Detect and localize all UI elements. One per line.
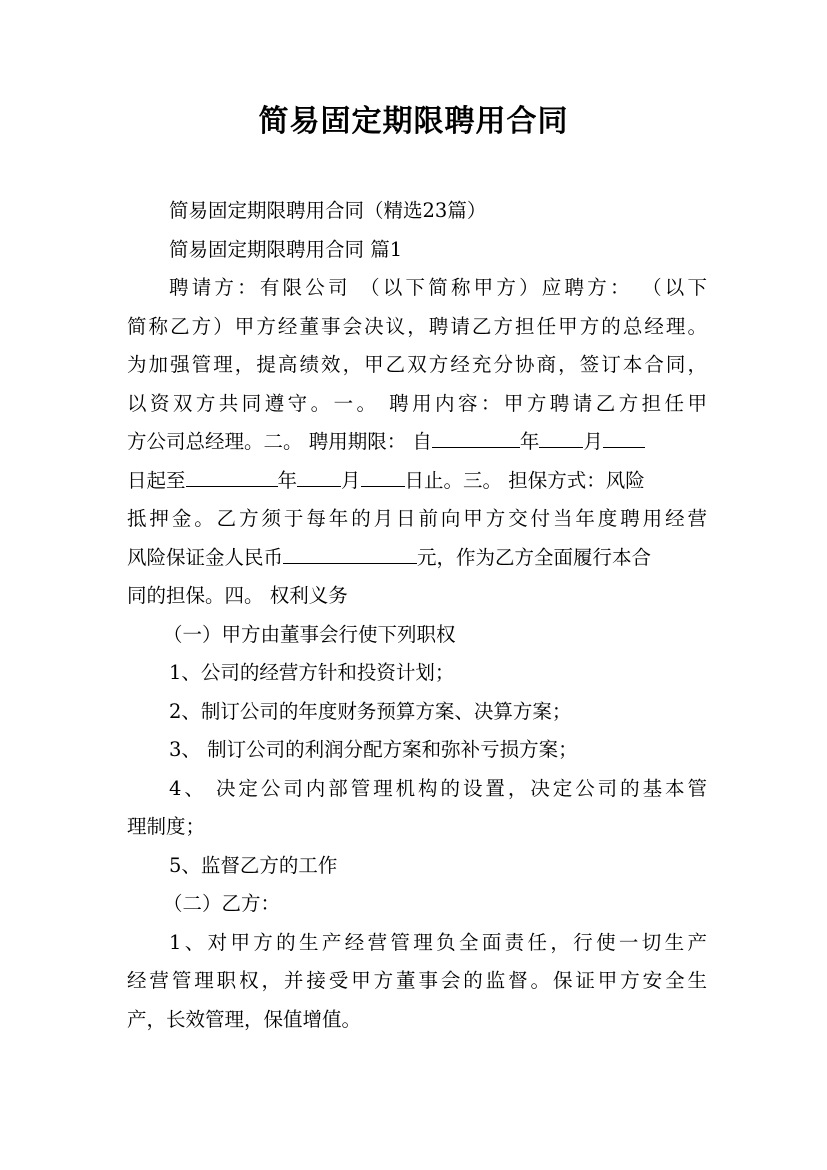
text-line: 简称乙方）甲方经董事会决议，聘请乙方担任甲方的总经理。 — [127, 314, 707, 338]
blank-year-end — [186, 464, 278, 486]
list-item: 1、公司的经营方针和投资计划； — [169, 661, 455, 684]
text-line-with-blanks: 方公司总经理。二。 聘用期限： 自 年 月 — [127, 423, 707, 462]
paragraph-contract-intro — [127, 269, 707, 616]
text-line: 为加强管理，提高绩效，甲乙双方经充分协商，签订本合同， — [127, 353, 707, 376]
blank-month-start — [539, 426, 583, 448]
text-line: 抵押金。乙方须于每年的月日前向甲方交付当年度聘用经营 — [127, 507, 707, 530]
part1-heading: （一）甲方由董事会行使下列职权 — [163, 622, 456, 646]
list-item: 1、对甲方的生产经营管理负全面责任，行使一切生产 — [169, 930, 707, 954]
blank-day-start — [603, 426, 645, 448]
blank-year-start — [432, 426, 520, 448]
document-body — [127, 192, 707, 1039]
blank-amount — [283, 541, 417, 563]
section-heading: 简易固定期限聘用合同 篇1 — [169, 237, 403, 261]
blank-day-end — [361, 464, 405, 486]
text-line-with-blanks: 风险保证金人民币 元，作为乙方全面履行本合 — [127, 539, 707, 578]
list-item-continuation: 产，长效管理，保值增值。 — [127, 1007, 362, 1031]
list-item: 3、 制订公司的利润分配方案和弥补亏损方案； — [169, 738, 578, 761]
document-subtitle: 简易固定期限聘用合同（精选23篇） — [169, 199, 487, 222]
text-line: 以资双方共同遵守。一。 聘用内容：甲方聘请乙方担任甲 — [127, 391, 707, 415]
part2-heading: （二）乙方： — [163, 892, 281, 915]
text-line-with-blanks: 日起至 年 月 日止。三。 担保方式：风险 — [127, 462, 707, 501]
list-item-continuation: 理制度； — [127, 815, 206, 838]
list-item: 4、 决定公司内部管理机构的设置，决定公司的基本管 — [169, 776, 707, 800]
text-line: 聘请方：有限公司 （以下简称甲方）应聘方： （以下 — [169, 276, 707, 299]
list-item: 5、监督乙方的工作 — [169, 853, 338, 877]
list-item-continuation: 经营管理职权，并接受甲方董事会的监督。保证甲方安全生 — [127, 969, 707, 992]
list-item: 2、制订公司的年度财务预算方案、决算方案； — [169, 699, 572, 723]
blank-month-end — [297, 464, 341, 486]
document-title: 简易固定期限聘用合同 — [258, 104, 569, 139]
text-line: 同的担保。四。 权利义务 — [127, 584, 348, 607]
